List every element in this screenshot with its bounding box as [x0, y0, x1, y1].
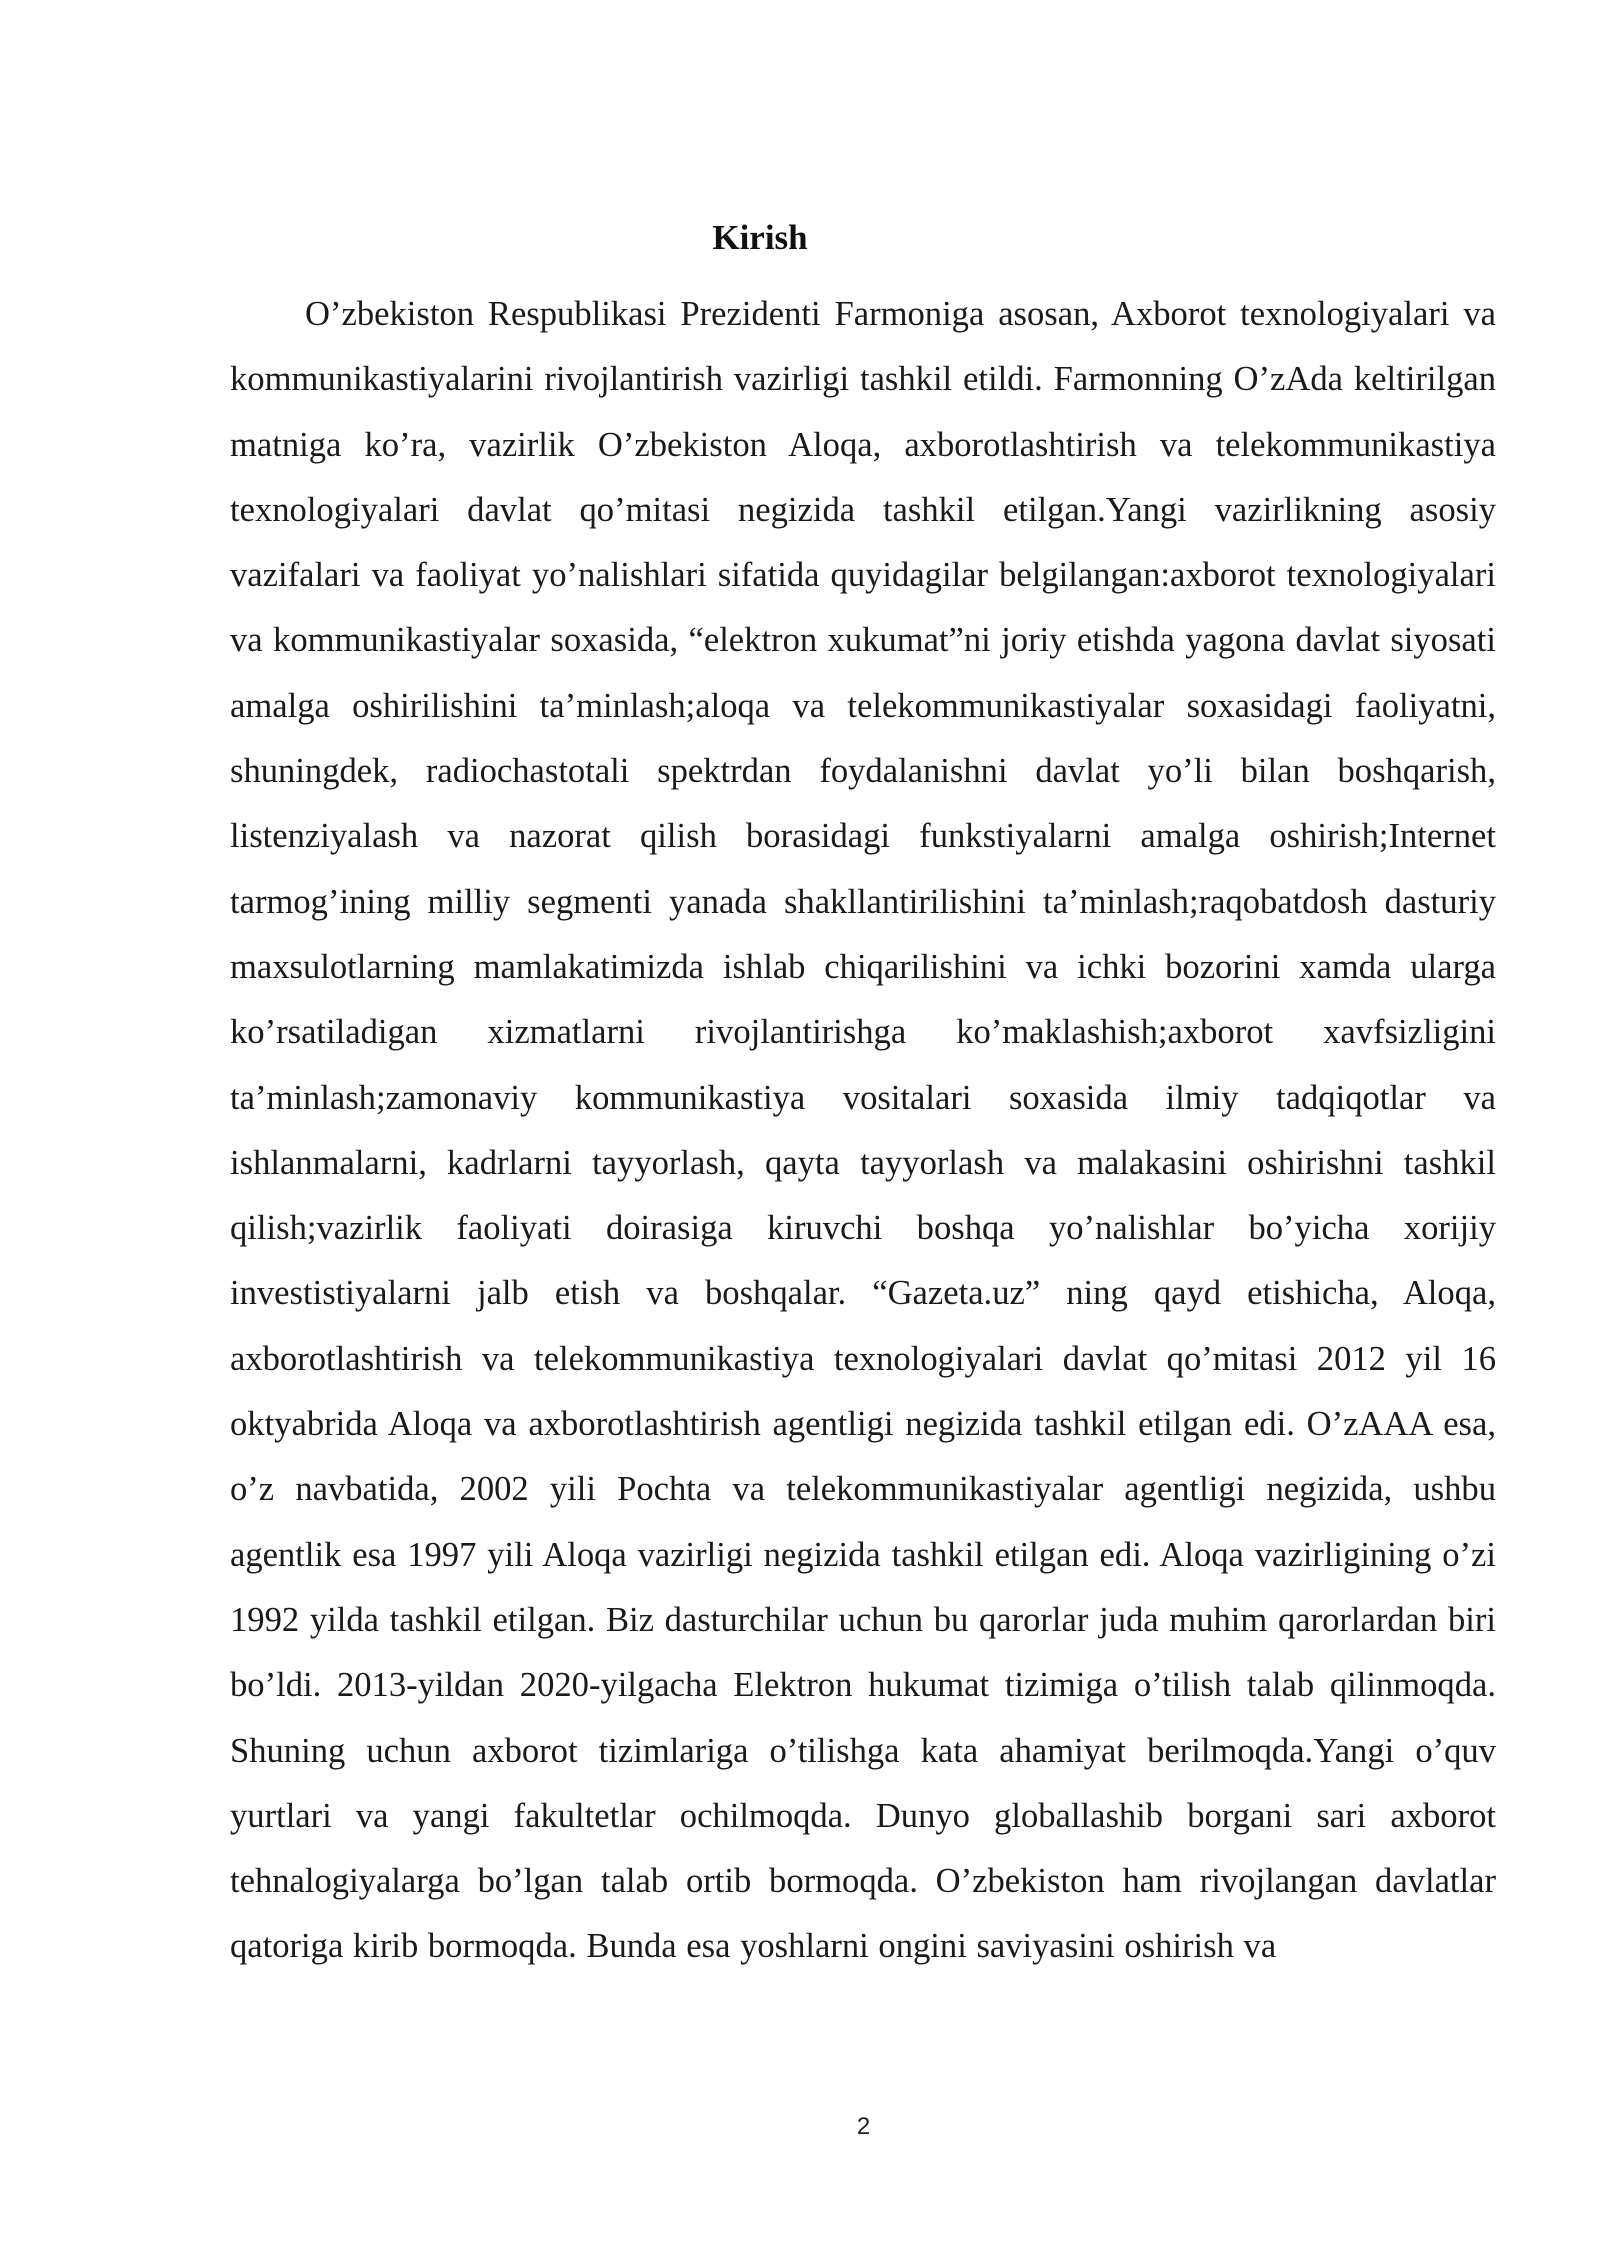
page-title: Kirish [712, 218, 808, 257]
body-paragraph: O’zbekiston Respublikasi Prezidenti Farmoniga asosan, Axborot texnologiyalari va kommunikastiyalarini rivojlantirish vazirligi tashkil etildi. Farmonning O’zAda keltirilgan matniga ko’ra, vazirlik O’zbekiston Aloqa, axborotlashtirish va telekommunikastiya texnologiyalari davlat qo’mitasi negizida tashkil etilgan.Yangi vazirlikning asosiy vazifalari va faoliyat yo’nalishlari sifatida quyidagilar belgilangan:axborot texnologiyalari va kommunikastiyalar soxasida, “elektron xukumat”ni joriy etishda yagona davlat siyosati amalga oshirilishini ta’minlash;aloqa va telekommunikastiyalar soxasidagi faoliyatni, shuningdek, radiochastotali spektrdan foydalanishni davlat yo’li bilan boshqarish, listenziyalash va nazorat qilish borasidagi funkstiyalarni amalga oshirish;Internet tarmog’ining milliy segmenti yanada shakllantirilishini ta’minlash;raqobatdosh dasturiy maxsulotlarning mamlakatimizda ishlab chiqarilishini va ichki bozorini xamda ularga ko’rsatiladigan xizmatlarni rivojlantirishga ko’maklashish;axborot xavfsizligini ta’minlash;zamonaviy kommunikastiya vositalari soxasida ilmiy tadqiqotlar va ishlanmalarni, kadrlarni tayyorlash, qayta tayyorlash va malakasini oshirishni tashkil qilish;vazirlik faoliyati doirasiga kiruvchi boshqa yo’nalishlar bo’yicha xorijiy investistiyalarni jalb etish va boshqalar. “Gazeta.uz” ning qayd etishicha, Aloqa, axborotlashtirish va telekommunikastiya texnologiyalari davlat qo’mitasi 2012 yil 16 oktyabrida Aloqa va axborotlashtirish agentligi negizida tashkil etilgan edi. O’zAAA esa, o’z navbatida, 2002 yili Pochta va telekommunikastiyalar agentligi negizida, ushbu agentlik esa 1997 yili Aloqa vazirligi negizida tashkil etilgan edi. Aloqa vazirligining o’zi 1992 yilda tashkil etilgan. Biz dasturchilar uchun bu qarorlar juda muhim qarorlardan biri bo’ldi. 2013-yildan 2020-yilgacha Elektron hukumat tizimiga o’tilish talab qilinmoqda. Shuning uchun axborot tizimlariga o’tilishga kata ahamiyat berilmoqda.Yangi o’quv yurtlari va yangi fakultetlar ochilmoqda. Dunyo globallashib borgani sari axborot tehnalogiyalarga bo’lgan talab ortib bormoqda. O’zbekiston ham rivojlangan davlatlar qatoriga kirib bormoqda. Bunda esa yoshlarni ongini saviyasini oshirish va [230, 295, 1496, 1966]
page-number: 2 [856, 2113, 871, 2140]
